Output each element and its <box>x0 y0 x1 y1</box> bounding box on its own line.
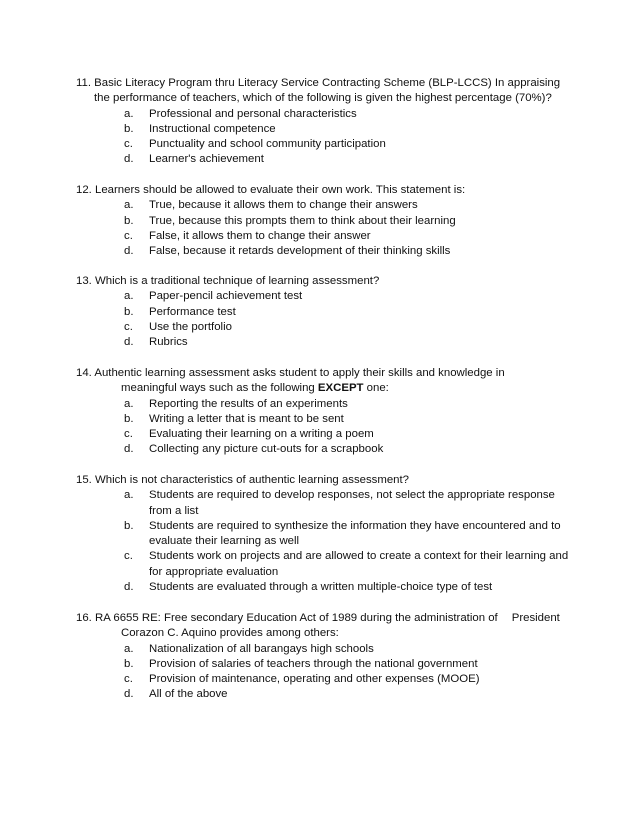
stem-text: 16. RA 6655 RE: Free secondary Education Act of 1989 during the administration of <box>76 612 498 624</box>
option-letter: a. <box>124 107 134 120</box>
option-letter: d. <box>124 688 134 701</box>
option-text: Nationalization of all barangays high schools <box>149 642 374 655</box>
option-b <box>76 519 576 550</box>
option-c <box>76 229 576 244</box>
question-stem <box>76 611 576 626</box>
option-letter: b. <box>124 214 134 227</box>
option-text: False, because it retards development of their thinking skills <box>149 245 451 258</box>
option-text: Punctuality and school community participation <box>149 138 386 151</box>
question-stem: 15. Which is not characteristics of authentic learning assessment? <box>76 474 410 486</box>
question-14 <box>76 366 576 458</box>
option-letter: c. <box>124 320 133 333</box>
option-b <box>76 412 576 427</box>
option-text: Students are evaluated through a written multiple-choice type of test <box>149 581 493 594</box>
question-stem: 12. Learners should be allowed to evaluate their own work. This statement is: <box>76 184 466 196</box>
option-letter: b. <box>124 412 134 425</box>
option-text: Students work on projects and are allowed to create a context for their learning and for appropriate evaluation <box>149 550 569 578</box>
question-stem: 11. Basic Literacy Program thru Literacy Service Contracting Scheme (BLP-LCCS) In appraising <box>76 77 561 89</box>
question-stem: 14. Authentic learning assessment asks student to apply their skills and knowledge in <box>76 367 505 379</box>
stem-tail: one: <box>363 382 389 395</box>
question-stem-continued: Corazon C. Aquino provides among others: <box>121 627 339 640</box>
option-list <box>76 397 576 458</box>
option-text: Evaluating their learning on a writing a poem <box>149 428 374 441</box>
option-letter: b. <box>124 519 134 532</box>
option-letter: b. <box>124 657 134 670</box>
question-stem-continued <box>76 381 576 396</box>
option-letter: d. <box>124 245 134 258</box>
option-letter: c. <box>124 550 133 563</box>
stem-tail: President <box>511 612 560 624</box>
option-b <box>76 122 576 137</box>
option-text: Provision of salaries of teachers through the national government <box>149 657 478 670</box>
option-d <box>76 335 576 350</box>
option-text: Learner's achievement <box>149 153 264 166</box>
option-text: Students are required to develop responses, not select the appropriate response from a list <box>149 489 555 517</box>
option-d <box>76 580 576 595</box>
option-letter: d. <box>124 336 134 349</box>
option-letter: a. <box>124 290 134 303</box>
question-13 <box>76 274 576 350</box>
option-text: Performance test <box>149 305 236 318</box>
option-text: Writing a letter that is meant to be sent <box>149 412 344 425</box>
option-text: Reporting the results of an experiments <box>149 397 348 410</box>
option-text: Paper-pencil achievement test <box>149 290 303 303</box>
option-b <box>76 657 576 672</box>
option-a <box>76 198 576 213</box>
option-text: Professional and personal characteristics <box>149 107 357 120</box>
option-c <box>76 549 576 580</box>
option-d <box>76 687 576 702</box>
option-c <box>76 320 576 335</box>
option-text: Students are required to synthesize the information they have encountered and to evaluate their learning as well <box>149 519 561 548</box>
option-text: All of the above <box>149 688 228 701</box>
option-letter: d. <box>124 443 134 456</box>
option-letter: d. <box>124 153 134 166</box>
option-text: Instructional competence <box>149 122 276 135</box>
option-list <box>76 289 576 350</box>
option-letter: a. <box>124 642 134 655</box>
option-letter: c. <box>124 229 133 242</box>
option-list <box>76 198 576 259</box>
option-letter: b. <box>124 305 134 318</box>
option-d <box>76 442 576 457</box>
option-text: Collecting any picture cut-outs for a scrapbook <box>149 443 384 456</box>
option-letter: c. <box>124 138 133 151</box>
option-c <box>76 672 576 687</box>
option-list <box>76 107 576 168</box>
question-12 <box>76 183 576 259</box>
option-text: True, because it allows them to change their answers <box>149 199 418 212</box>
option-a <box>76 289 576 304</box>
question-11 <box>76 76 576 168</box>
option-text: False, it allows them to change their answer <box>149 229 371 242</box>
question-16 <box>76 611 576 703</box>
option-letter: a. <box>124 489 134 502</box>
option-b <box>76 214 576 229</box>
option-text: Provision of maintenance, operating and other expenses (MOOE) <box>149 673 480 686</box>
option-text: Use the portfolio <box>149 320 232 333</box>
question-stem-continued: the performance of teachers, which of the following is given the highest percentage (70%)? <box>94 92 552 105</box>
option-list <box>76 488 576 595</box>
option-list <box>76 642 576 703</box>
option-c <box>76 427 576 442</box>
question-15 <box>76 473 576 595</box>
option-a <box>76 397 576 412</box>
option-letter: c. <box>124 673 133 686</box>
option-text: Rubrics <box>149 336 188 349</box>
question-stem: 13. Which is a traditional technique of learning assessment? <box>76 275 380 287</box>
option-a <box>76 107 576 122</box>
option-letter: c. <box>124 428 133 441</box>
option-d <box>76 244 576 259</box>
option-a <box>76 642 576 657</box>
option-b <box>76 305 576 320</box>
emphasis-except: EXCEPT <box>317 382 364 395</box>
option-text: True, because this prompts them to think about their learning <box>149 214 456 227</box>
stem-text: meaningful ways such as the following <box>121 382 318 395</box>
option-c <box>76 137 576 152</box>
option-letter: b. <box>124 122 134 135</box>
option-letter: d. <box>124 581 134 594</box>
option-letter: a. <box>124 397 134 410</box>
option-a <box>76 488 576 519</box>
option-d <box>76 152 576 167</box>
option-letter: a. <box>124 199 134 212</box>
